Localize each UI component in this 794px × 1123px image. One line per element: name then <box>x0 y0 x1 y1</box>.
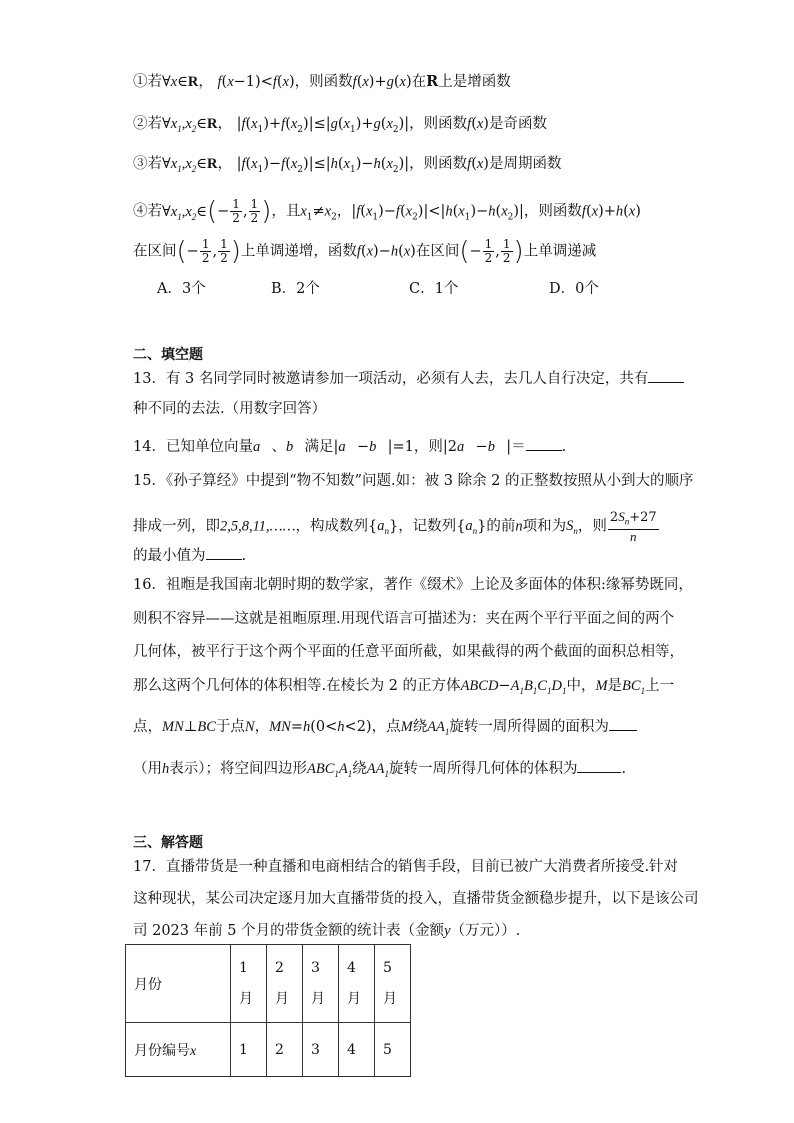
statement-4: ④若$\forall x_1,x_2\in(-$ $\frac{1}{2}$ , $\frac{1}{2}$ )，且$x_1\ne x_2$，$|f(x_1)-f(x_2)|<|h(x_1)-h(x_2)|$，则函数f(x)+h(x) <box>133 196 641 227</box>
section-heading-solutions: 三、解答题 <box>133 835 203 851</box>
table-cell-month-label: 月份 <box>126 945 231 1023</box>
question-17-line-2: 这种现状，某公司决定逐月加大直播带货的投入，直播带货金额稳步提升，以下是该公司 <box>133 891 699 907</box>
table-cell: 3 <box>303 1023 339 1077</box>
table-cell: 2 月 <box>267 945 303 1023</box>
option-d: D．0个 <box>549 281 599 297</box>
question-16-line-2: 则积不容异——这就是祖暅原理.用现代语言可描述为：夹在两个平行平面之间的两个 <box>133 611 675 627</box>
question-16-line-6: （用h表示）；将空间四边形$ABC_1A_1$绕$AA_1$旋转一周所得几何体的体积为 . <box>133 758 626 784</box>
question-13-cont: 种不同的去法.（用数字回答） <box>133 401 327 417</box>
table-cell-month-index-label: 月份编号x <box>126 1023 231 1077</box>
question-16-line-4: 那么这两个几何体的体积相等.在棱长为 2 的正方体$ABCD-A_1B_1C_1D_1$中，M是$BC_1$上一 <box>133 678 675 696</box>
table-cell: 5 月 <box>375 945 411 1023</box>
table-cell: 3 月 <box>303 945 339 1023</box>
statement-1: ①若∀x∈R， f(x−1)<f(x)，则函数f(x)+g(x)在R上是增函数 <box>133 73 511 90</box>
question-17-line-3: 司 2023 年前 5 个月的带货金额的统计表（金额y（万元））. <box>133 923 521 939</box>
table-cell: 1 <box>231 1023 267 1077</box>
table-cell: 1 月 <box>231 945 267 1023</box>
option-c: C．1个 <box>409 281 459 297</box>
statement-2: ②若$\forall x_1,x_2\in R$， $|f(x_1)+f(x_2)|\le|g(x_1)+g(x_2)|$，则函数f(x)是奇函数 <box>133 116 547 135</box>
section-heading-fill-in: 二、填空题 <box>133 347 203 363</box>
question-16-line-3: 几何体，被平行于这个两个平面的任意平面所截，如果截得的两个截面的面积总相等， <box>133 644 684 660</box>
statement-4-cont: 在区间(− $\frac{1}{2}$ , $\frac{1}{2}$ )上单调递增，函数f(x)−h(x)在区间(− $\frac{1}{2}$ , $\frac{1}{2}$ )上单调递减 <box>133 236 597 267</box>
question-16-line-5: 点，MN⊥BC于点N，MN=h(0<h<2)，点M绕$AA_1$旋转一周所得圆的面积为 <box>133 716 637 742</box>
question-16-line-1: 16．祖暅是我国南北朝时期的数学家，著作《缀术》上论及多面体的体积:缘幂势既同， <box>133 577 693 593</box>
table-cell: 2 <box>267 1023 303 1077</box>
statement-3: ③若$\forall x_1,x_2\in R$， $|f(x_1)-f(x_2)|\le|h(x_1)-h(x_2)|$，则函数f(x)是周期函数 <box>133 156 562 175</box>
table-row <box>126 1023 411 1077</box>
table-cell: 4 <box>339 1023 375 1077</box>
statistics-table <box>125 944 411 1077</box>
question-13: 13．有 3 名同学同时被邀请参加一项活动，必须有人去，去几人自行决定，共有 <box>133 368 684 389</box>
table-cell: 4 月 <box>339 945 375 1023</box>
question-14: 14．已知单位向量a⃗、b⃗满足|a⃗−b⃗|=1，则|2a⃗−b⃗|＝ . <box>133 436 566 457</box>
question-15-cont: 排成一列，即2,5,8,11,……，构成数列$\{a_n\}$，记数列$\{a_n\}$的前n项和为$S_n$，则 $\frac{2S_n+27}{n}$ <box>133 509 657 544</box>
table-cell: 5 <box>375 1023 411 1077</box>
table-row <box>126 945 411 1023</box>
option-b: B．2个 <box>271 281 320 297</box>
question-15: 15．《孙子算经》中提到“物不知数”问题.如：被 3 除余 2 的正整数按照从小到大的顺序 <box>133 473 694 489</box>
option-a: A．3个 <box>157 281 206 297</box>
question-15-end: 的最小值为 . <box>133 545 246 566</box>
question-17-line-1: 17．直播带货是一种直播和电商相结合的销售手段，目前已被广大消费者所接受.针对 <box>133 859 679 875</box>
